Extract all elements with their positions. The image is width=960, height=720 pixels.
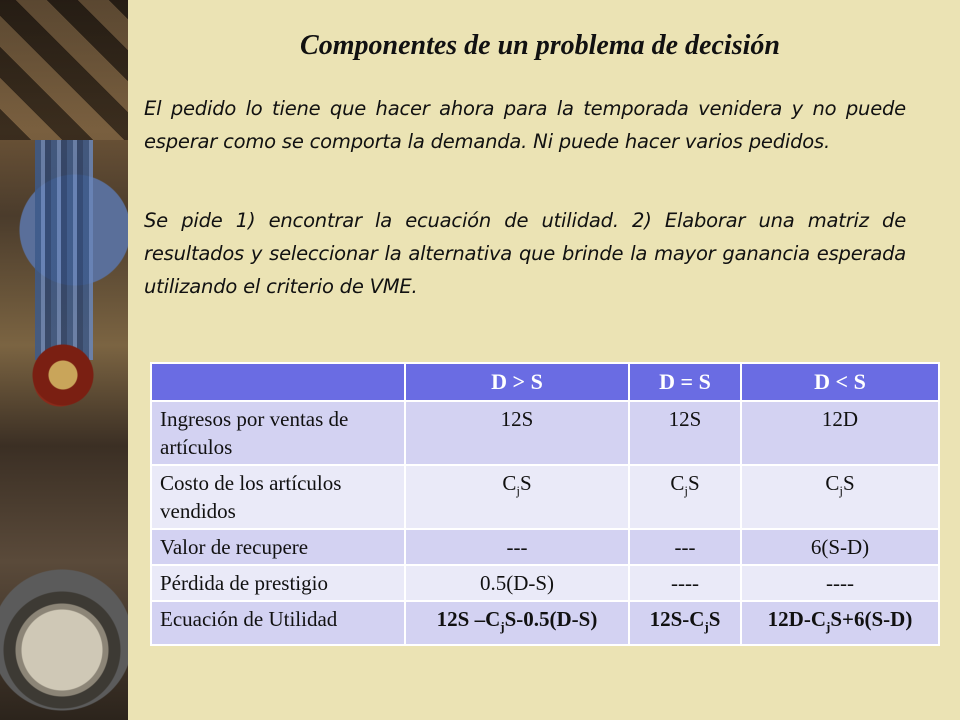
table-cell <box>629 601 741 645</box>
paragraph-1: El pedido lo tiene que hacer ahora para la temporada venidera y no puede esperar como se comporta la demanda. Ni puede hacer varios pedidos. <box>144 97 906 153</box>
cell-subscript: j <box>826 619 831 635</box>
table-cell: --- <box>629 529 741 565</box>
cell-text-pre: C <box>502 471 517 495</box>
cell-subscript: j <box>704 619 709 635</box>
cell-text-pre: C <box>670 471 685 495</box>
cell-subscript: j <box>516 483 520 499</box>
table-row <box>151 401 939 465</box>
header-d-less-s: D < S <box>741 363 939 401</box>
header-d-equal-s: D = S <box>629 363 741 401</box>
table-cell <box>405 601 629 645</box>
row-label: Ingresos por ventas de artículos <box>151 401 405 465</box>
row-label: Costo de los artículos vendidos <box>151 465 405 529</box>
cell-subscript: j <box>684 483 688 499</box>
cell-text-post: S <box>687 471 700 495</box>
table-cell: ---- <box>741 565 939 601</box>
table-row <box>151 529 939 565</box>
table-cell <box>741 601 939 645</box>
header-d-greater-s: D > S <box>405 363 629 401</box>
cell-text-post: S-0.5(D-S) <box>504 607 598 631</box>
table-row <box>151 601 939 645</box>
table-cell: --- <box>405 529 629 565</box>
table-cell <box>405 465 629 529</box>
row-label: Ecuación de Utilidad <box>151 601 405 645</box>
cell-text-post: S <box>708 607 721 631</box>
table-cell <box>741 465 939 529</box>
compass-image <box>2 590 122 710</box>
cell-text-pre: 12D-C <box>767 607 826 631</box>
cell-subscript: j <box>839 483 843 499</box>
table-row <box>151 465 939 529</box>
cell-text-post: S <box>842 471 855 495</box>
row-label: Valor de recupere <box>151 529 405 565</box>
cell-text-post: S <box>519 471 532 495</box>
medal-cross-image <box>18 330 108 420</box>
table-row <box>151 565 939 601</box>
cell-text-post: S+6(S-D) <box>830 607 913 631</box>
table-cell: 6(S-D) <box>741 529 939 565</box>
paragraph-2: Se pide 1) encontrar la ecuación de utilidad. 2) Elaborar una matriz de resultados y seleccionar la alternativa que brinde la mayor ganancia esperada utilizando el criterio de VME. <box>144 209 906 298</box>
table-cell: 12S <box>405 401 629 465</box>
table-cell: ---- <box>629 565 741 601</box>
cell-text-pre: 12S –C <box>436 607 501 631</box>
table-header-row <box>151 363 939 401</box>
cell-text-pre: 12S-C <box>649 607 705 631</box>
medal-ribbon-image <box>35 140 93 360</box>
table-cell <box>629 465 741 529</box>
table-cell: 0.5(D-S) <box>405 565 629 601</box>
cell-text-pre: C <box>825 471 840 495</box>
table-cell: 12D <box>741 401 939 465</box>
results-table <box>150 362 940 646</box>
header-empty <box>151 363 405 401</box>
decorative-photo <box>0 0 128 720</box>
row-label: Pérdida de prestigio <box>151 565 405 601</box>
chessboard-image <box>0 0 128 140</box>
cell-subscript: j <box>500 619 505 635</box>
table-cell: 12S <box>629 401 741 465</box>
slide-title: Componentes de un problema de decisión <box>300 30 780 61</box>
